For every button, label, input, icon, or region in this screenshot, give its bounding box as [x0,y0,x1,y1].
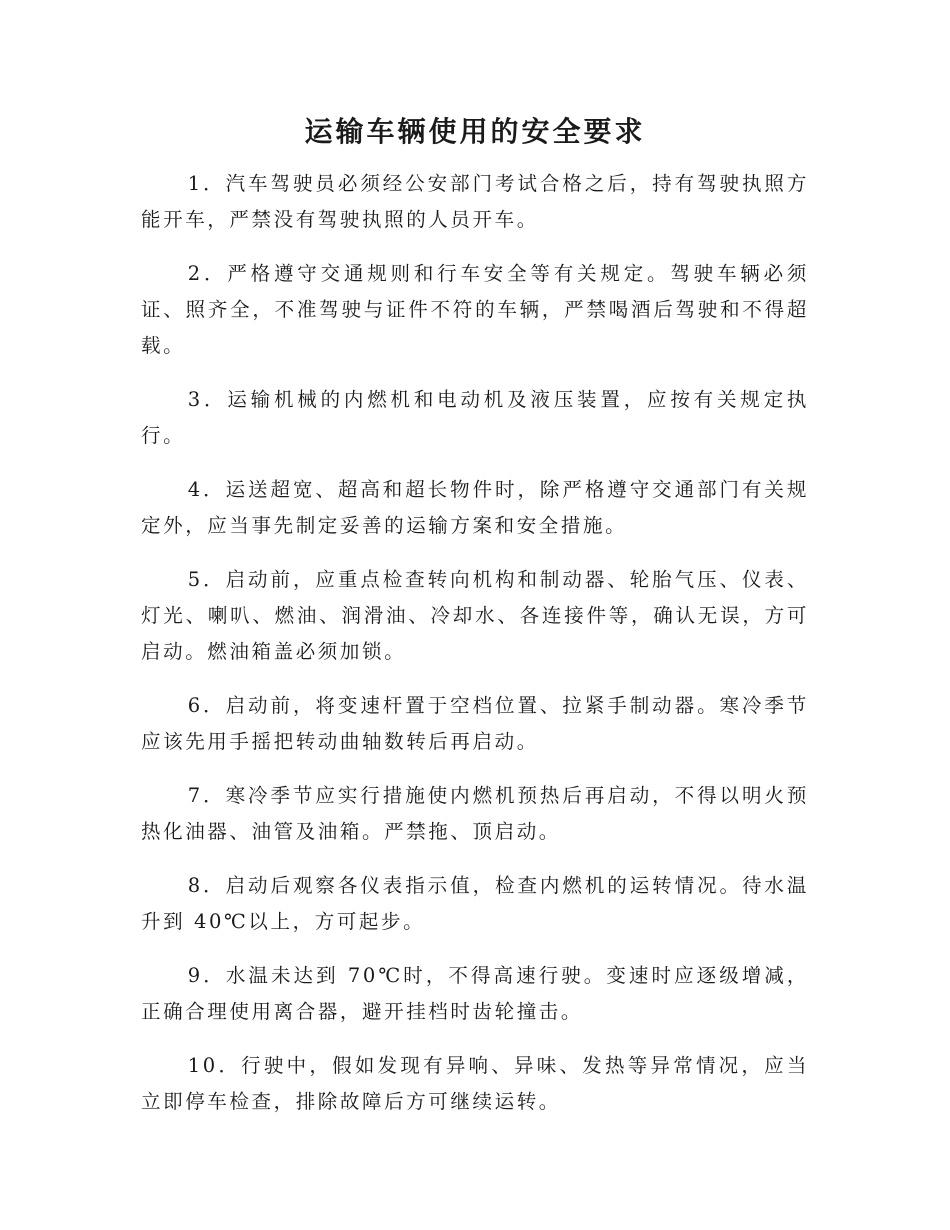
paragraph-9: 9．水温未达到 70℃时，不得高速行驶。变速时应逐级增减，正确合理使用离合器，避开挂档时齿轮撞击。 [141,964,809,1023]
paragraph-2: 2．严格遵守交通规则和行车安全等有关规定。驾驶车辆必须证、照齐全，不准驾驶与证件不符的车辆，严禁喝酒后驾驶和不得超载。 [141,262,809,357]
paragraph-3: 3．运输机械的内燃机和电动机及液压装置，应按有关规定执行。 [141,388,809,447]
paragraph-10: 10．行驶中，假如发现有异响、异味、发热等异常情况，应当立即停车检查，排除故障后方可继续运转。 [141,1054,809,1113]
paragraph-8: 8．启动后观察各仪表指示值，检查内燃机的运转情况。待水温升到 40℃以上，方可起步。 [141,874,809,933]
paragraph-5: 5．启动前，应重点检查转向机构和制动器、轮胎气压、仪表、灯光、喇叭、燃油、润滑油、冷却水、各连接件等，确认无误，方可启动。燃油箱盖必须加锁。 [141,568,809,663]
document-title: 运输车辆使用的安全要求 [304,115,646,148]
paragraph-1: 1．汽车驾驶员必须经公安部门考试合格之后，持有驾驶执照方能开车，严禁没有驾驶执照的人员开车。 [141,172,809,231]
paragraph-7: 7．寒冷季节应实行措施使内燃机预热后再启动，不得以明火预热化油器、油管及油箱。严禁拖、顶启动。 [141,784,809,843]
paragraph-4: 4．运送超宽、超高和超长物件时，除严格遵守交通部门有关规定外，应当事先制定妥善的运输方案和安全措施。 [141,478,809,537]
document-body [141,166,809,1138]
paragraph-6: 6．启动前，将变速杆置于空档位置、拉紧手制动器。寒冷季节应该先用手摇把转动曲轴数转后再启动。 [141,694,809,753]
